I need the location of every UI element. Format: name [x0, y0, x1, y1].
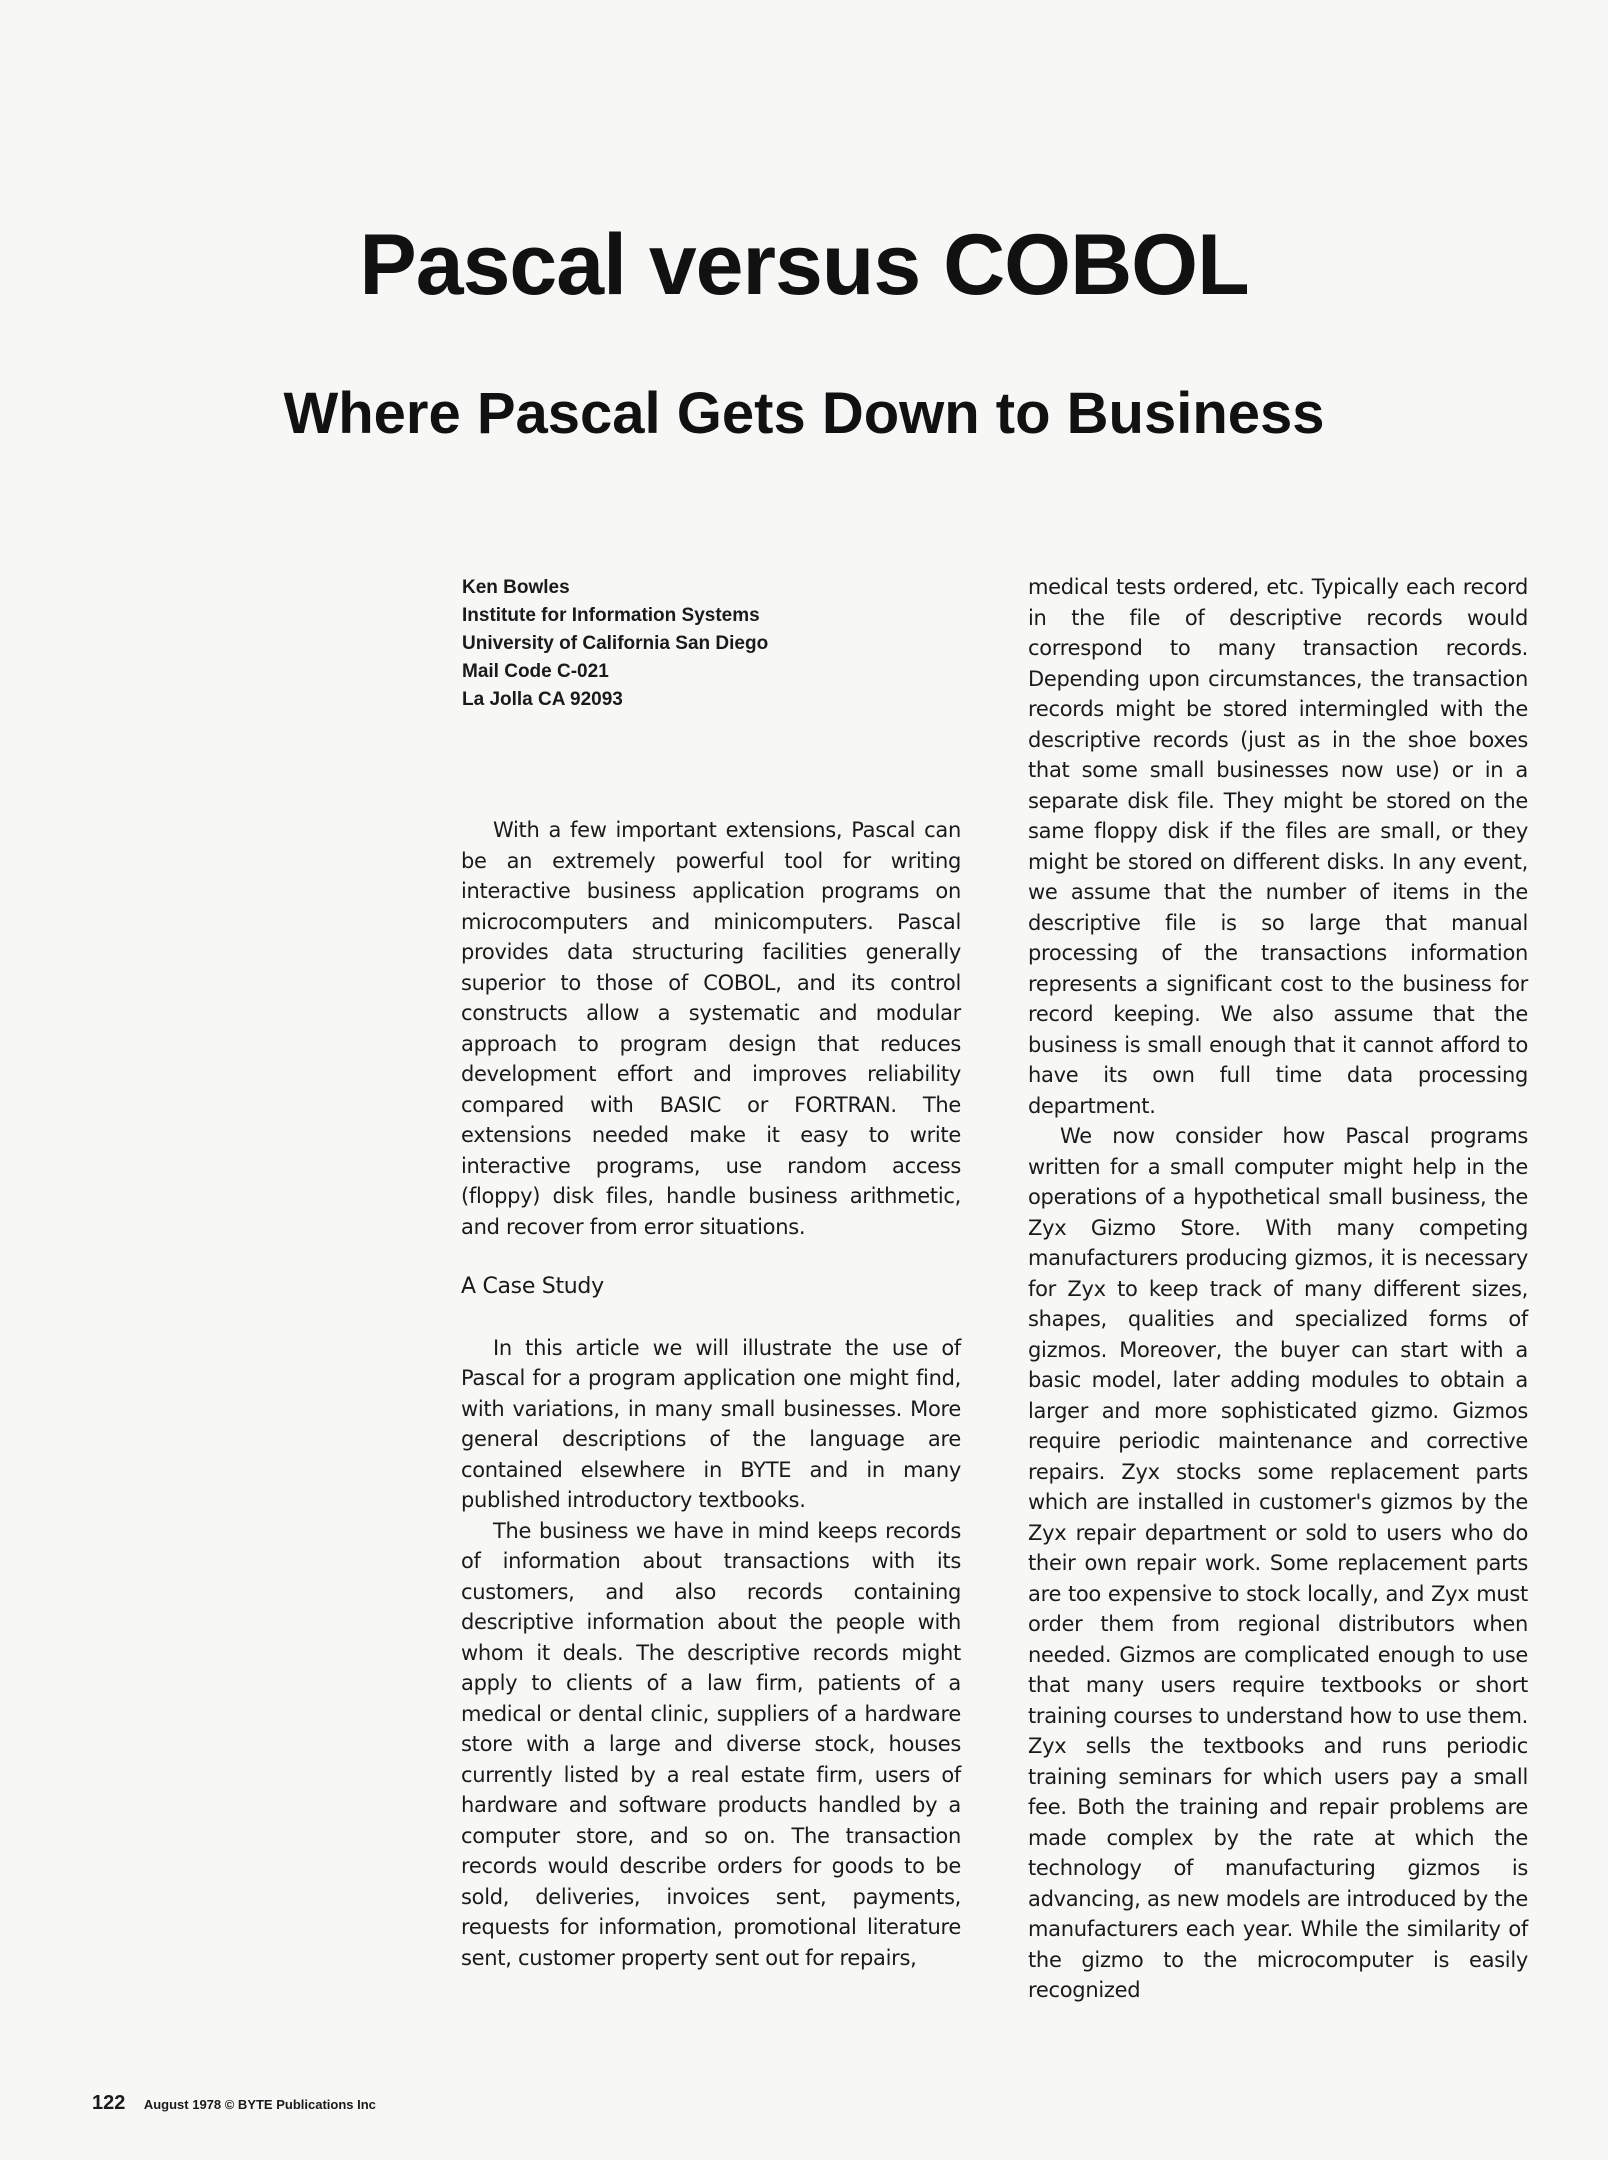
author-affiliation: Institute for Information Systems [462, 605, 760, 626]
author-name: Ken Bowles [462, 577, 570, 598]
footer-note: August 1978 © BYTE Publications Inc [143, 2097, 376, 2112]
body-paragraph: In this article we will illustrate the use of Pascal for a program application one might find, with variations, in many small businesses. More general descriptions of the language are contained elsewhere in BYTE and in many published introductory textbooks. [461, 1335, 961, 1512]
body-paragraph: The business we have in mind keeps records of information about transactions with its customers, and also records containing descriptive information about the people with whom it deals. The descriptive records might apply to clients of a law firm, patients of a medical or dental clinic, suppliers of a hardware store with a large and diverse stock, houses currently listed by a real estate firm, users of hardware and software products handled by a computer store, and so on. The transaction records would describe orders for goods to be sold, deliveries, invoices sent, payments, requests for information, promotional literature sent, customer property sent out for repairs, [461, 1518, 961, 1970]
intro-paragraph: With a few important extensions, Pascal can be an extremely powerful tool for writing interactive business application programs on microcomputers and minicomputers. Pascal provides data structuring facilities generally superior to those of COBOL, and its control constructs allow a systematic and modular approach to program design that reduces development effort and improves reliability compared with BASIC or FORTRAN. The extensions needed make it easy to write interactive programs, use random access (floppy) disk files, handle business arithmetic, and recover from error situations. [461, 818, 961, 1239]
right-column [1028, 572, 1528, 2006]
section-heading: A Case Study [461, 1274, 604, 1299]
author-mail-code: Mail Code C-021 [462, 661, 609, 682]
article-title: Pascal versus COBOL [359, 217, 1249, 313]
page-number: 122 [92, 2092, 126, 2114]
body-paragraph-continued: medical tests ordered, etc. Typically each record in the file of descriptive records would correspond to many transaction records. Depending upon circumstances, the transaction records might be stored intermingled with the descriptive records (just as in the shoe boxes that some small businesses now use) or in a separate disk file. They might be stored on the same floppy disk if the files are small, or they might be stored on different disks. In any event, we assume that the number of items in the descriptive file is so large that manual processing of the transactions information represents a significant cost to the business for record keeping. We also assume that the business is small enough that it cannot afford to have its own full time data processing department. [1028, 575, 1528, 1118]
article-subtitle: Where Pascal Gets Down to Business [283, 381, 1325, 446]
body-paragraph: We now consider how Pascal programs written for a small computer might help in the operations of a hypothetical small business, the Zyx Gizmo Store. With many competing manufacturers producing gizmos, it is necessary for Zyx to keep track of many different sizes, shapes, qualities and specialized forms of gizmos. Moreover, the buyer can start with a basic model, later adding modules to obtain a larger and more sophisticated gizmo. Gizmos require periodic maintenance and corrective repairs. Zyx stocks some replacement parts which are installed in customer's gizmos by the Zyx repair department or sold to users who do their own repair work. Some replacement parts are too expensive to stock locally, and Zyx must order them from regional distributors when needed. Gizmos are complicated enough to use that many users require textbooks or short training courses to understand how to use them. Zyx sells the textbooks and runs periodic training seminars for which users pay a small fee. Both the training and repair problems are made complex by the rate at which the technology of manufacturing gizmos is advancing, as new models are introduced by the manufacturers each year. While the similarity of the gizmo to the microcomputer is easily recognized [1028, 1124, 1528, 2002]
author-city: La Jolla CA 92093 [462, 689, 623, 710]
author-block [462, 574, 942, 714]
left-column [461, 815, 961, 1973]
author-university: University of California San Diego [462, 633, 769, 654]
page-footer [92, 2092, 376, 2115]
